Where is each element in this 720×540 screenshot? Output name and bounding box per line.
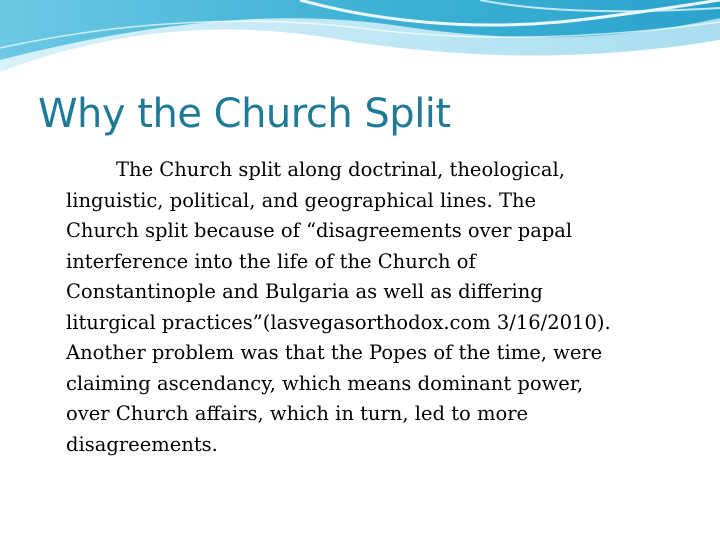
body-line: Church split because of “disagreements over papal bbox=[66, 219, 573, 242]
body-line: Constantinople and Bulgaria as well as differing bbox=[66, 280, 543, 303]
body-line: interference into the life of the Church of bbox=[66, 249, 476, 273]
body-line: The Church split along doctrinal, theological, bbox=[116, 158, 565, 181]
body-line: claiming ascendancy, which means dominant power, bbox=[66, 371, 584, 395]
body-paragraph bbox=[66, 155, 676, 460]
body-line: disagreements. bbox=[66, 432, 218, 456]
wave-header-decoration bbox=[0, 0, 720, 90]
slide-title: Why the Church Split bbox=[38, 91, 451, 137]
body-line: liturgical practices”(lasvegasorthodox.com 3/16/2010). bbox=[66, 310, 611, 334]
body-line: linguistic, political, and geographical lines. The bbox=[66, 188, 537, 212]
body-line: over Church affairs, which in turn, led to more bbox=[66, 402, 529, 425]
body-line: Another problem was that the Popes of the time, were bbox=[66, 341, 603, 364]
